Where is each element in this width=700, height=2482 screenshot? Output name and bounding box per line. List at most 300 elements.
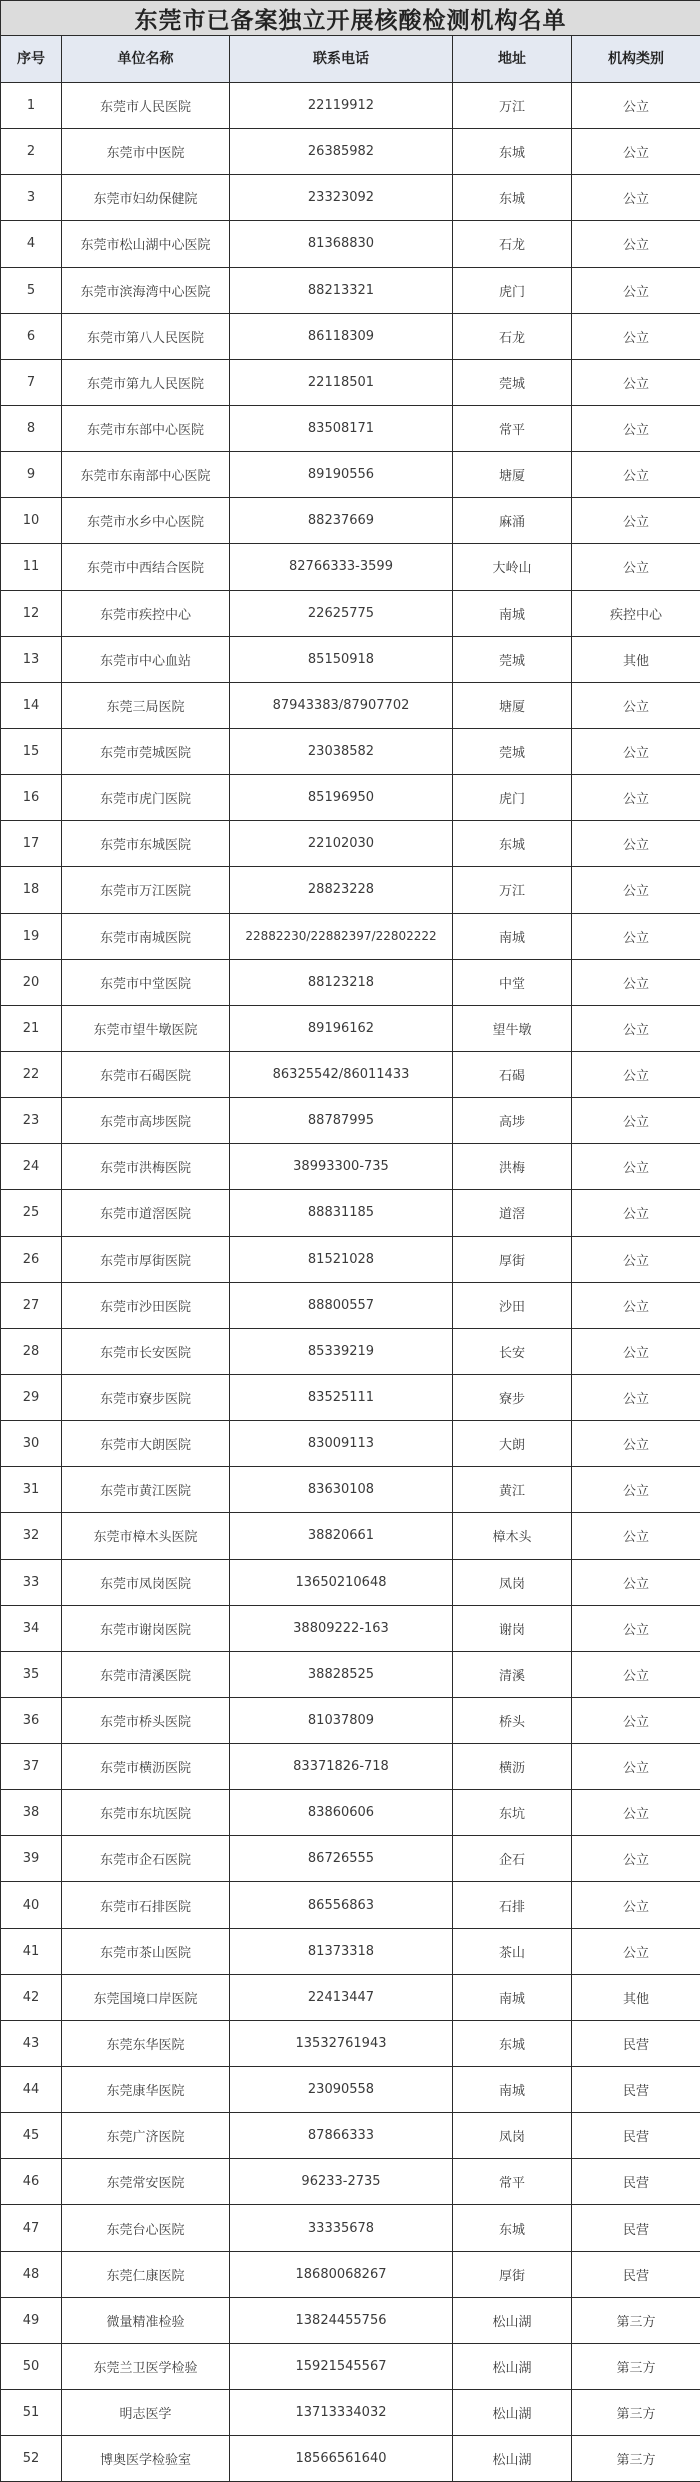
row-address-cell: 东城 <box>453 175 572 221</box>
row-address-cell: 石碣 <box>453 1051 572 1097</box>
row-phone-cell: 88800557 <box>230 1282 453 1328</box>
row-name-cell: 东莞市厚街医院 <box>62 1236 230 1282</box>
header-phone: 联系电话 <box>230 36 453 83</box>
row-phone-cell: 81521028 <box>230 1236 453 1282</box>
row-index-cell: 10 <box>1 498 62 544</box>
row-phone-cell: 86726555 <box>230 1836 453 1882</box>
table-row <box>1 83 700 129</box>
row-category-cell: 公立 <box>572 1236 700 1282</box>
row-category-cell: 公立 <box>572 1928 700 1974</box>
row-phone-cell: 82766333-3599 <box>230 544 453 590</box>
table-row <box>1 2251 700 2297</box>
row-index-cell: 41 <box>1 1928 62 1974</box>
row-category-cell: 其他 <box>572 636 700 682</box>
row-phone-cell: 22625775 <box>230 590 453 636</box>
row-address-cell: 石龙 <box>453 221 572 267</box>
row-phone-cell: 22882230/22882397/22802222 <box>230 913 453 959</box>
header-category: 机构类别 <box>572 36 700 83</box>
row-category-cell: 公立 <box>572 221 700 267</box>
table-row <box>1 2020 700 2066</box>
row-address-cell: 茶山 <box>453 1928 572 1974</box>
row-name-cell: 东莞市中医院 <box>62 129 230 175</box>
row-index-cell: 30 <box>1 1421 62 1467</box>
row-category-cell: 公立 <box>572 498 700 544</box>
row-address-cell: 东城 <box>453 129 572 175</box>
table-row <box>1 1697 700 1743</box>
row-phone-cell: 23038582 <box>230 728 453 774</box>
row-address-cell: 莞城 <box>453 359 572 405</box>
row-name-cell: 东莞市东南部中心医院 <box>62 452 230 498</box>
row-address-cell: 大岭山 <box>453 544 572 590</box>
row-address-cell: 谢岗 <box>453 1605 572 1651</box>
row-category-cell: 第三方 <box>572 2436 700 2482</box>
row-name-cell: 东莞市谢岗医院 <box>62 1605 230 1651</box>
row-phone-cell: 86556863 <box>230 1882 453 1928</box>
row-category-cell: 第三方 <box>572 2297 700 2343</box>
row-name-cell: 明志医学 <box>62 2390 230 2436</box>
table-row <box>1 313 700 359</box>
table-row <box>1 2159 700 2205</box>
table-row <box>1 590 700 636</box>
row-name-cell: 东莞市大朗医院 <box>62 1421 230 1467</box>
table-row <box>1 1974 700 2020</box>
row-address-cell: 高埗 <box>453 1098 572 1144</box>
row-address-cell: 松山湖 <box>453 2390 572 2436</box>
row-phone-cell: 38809222-163 <box>230 1605 453 1651</box>
row-phone-cell: 81368830 <box>230 221 453 267</box>
table-row <box>1 1421 700 1467</box>
row-address-cell: 横沥 <box>453 1744 572 1790</box>
row-address-cell: 麻涌 <box>453 498 572 544</box>
row-name-cell: 东莞康华医院 <box>62 2067 230 2113</box>
row-name-cell: 东莞市中堂医院 <box>62 959 230 1005</box>
row-address-cell: 大朗 <box>453 1421 572 1467</box>
row-name-cell: 东莞市石碣医院 <box>62 1051 230 1097</box>
row-category-cell: 公立 <box>572 1605 700 1651</box>
row-address-cell: 凤岗 <box>453 1559 572 1605</box>
table-row <box>1 775 700 821</box>
row-index-cell: 34 <box>1 1605 62 1651</box>
row-index-cell: 20 <box>1 959 62 1005</box>
row-index-cell: 32 <box>1 1513 62 1559</box>
row-phone-cell: 18680068267 <box>230 2251 453 2297</box>
table-row <box>1 1282 700 1328</box>
row-address-cell: 虎门 <box>453 267 572 313</box>
row-index-cell: 21 <box>1 1005 62 1051</box>
table-row <box>1 728 700 774</box>
table-row <box>1 913 700 959</box>
row-address-cell: 樟木头 <box>453 1513 572 1559</box>
row-name-cell: 东莞市中西结合医院 <box>62 544 230 590</box>
row-index-cell: 26 <box>1 1236 62 1282</box>
row-phone-cell: 81373318 <box>230 1928 453 1974</box>
table-row <box>1 1236 700 1282</box>
row-category-cell: 公立 <box>572 1467 700 1513</box>
row-phone-cell: 85150918 <box>230 636 453 682</box>
row-address-cell: 企石 <box>453 1836 572 1882</box>
row-name-cell: 东莞市人民医院 <box>62 83 230 129</box>
row-index-cell: 24 <box>1 1144 62 1190</box>
row-category-cell: 公立 <box>572 1559 700 1605</box>
row-address-cell: 桥头 <box>453 1697 572 1743</box>
row-phone-cell: 83860606 <box>230 1790 453 1836</box>
row-phone-cell: 88787995 <box>230 1098 453 1144</box>
row-index-cell: 49 <box>1 2297 62 2343</box>
row-index-cell: 51 <box>1 2390 62 2436</box>
row-name-cell: 东莞市万江医院 <box>62 867 230 913</box>
row-index-cell: 29 <box>1 1374 62 1420</box>
row-phone-cell: 88123218 <box>230 959 453 1005</box>
row-category-cell: 其他 <box>572 1974 700 2020</box>
row-category-cell: 公立 <box>572 867 700 913</box>
row-name-cell: 东莞市樟木头医院 <box>62 1513 230 1559</box>
row-address-cell: 松山湖 <box>453 2436 572 2482</box>
row-index-cell: 22 <box>1 1051 62 1097</box>
row-category-cell: 公立 <box>572 1328 700 1374</box>
table-row <box>1 1513 700 1559</box>
row-phone-cell: 89190556 <box>230 452 453 498</box>
row-address-cell: 望牛墩 <box>453 1005 572 1051</box>
table-row <box>1 2343 700 2389</box>
row-index-cell: 27 <box>1 1282 62 1328</box>
row-index-cell: 19 <box>1 913 62 959</box>
table-row <box>1 1836 700 1882</box>
row-index-cell: 15 <box>1 728 62 774</box>
table-row <box>1 1882 700 1928</box>
row-category-cell: 公立 <box>572 1790 700 1836</box>
row-index-cell: 50 <box>1 2343 62 2389</box>
row-name-cell: 东莞市沙田医院 <box>62 1282 230 1328</box>
row-name-cell: 东莞市桥头医院 <box>62 1697 230 1743</box>
table-row <box>1 267 700 313</box>
row-category-cell: 公立 <box>572 682 700 728</box>
row-category-cell: 第三方 <box>572 2390 700 2436</box>
row-name-cell: 东莞市黄江医院 <box>62 1467 230 1513</box>
table-row <box>1 221 700 267</box>
row-phone-cell: 23323092 <box>230 175 453 221</box>
row-index-cell: 14 <box>1 682 62 728</box>
row-address-cell: 万江 <box>453 83 572 129</box>
row-phone-cell: 15921545567 <box>230 2343 453 2389</box>
row-phone-cell: 33335678 <box>230 2205 453 2251</box>
row-name-cell: 东莞市滨海湾中心医院 <box>62 267 230 313</box>
row-name-cell: 东莞仁康医院 <box>62 2251 230 2297</box>
row-index-cell: 47 <box>1 2205 62 2251</box>
row-category-cell: 疾控中心 <box>572 590 700 636</box>
row-index-cell: 31 <box>1 1467 62 1513</box>
row-phone-cell: 81037809 <box>230 1697 453 1743</box>
row-phone-cell: 23090558 <box>230 2067 453 2113</box>
table-row <box>1 1374 700 1420</box>
row-phone-cell: 13824455756 <box>230 2297 453 2343</box>
row-category-cell: 公立 <box>572 452 700 498</box>
row-address-cell: 南城 <box>453 590 572 636</box>
title-row <box>1 1 700 36</box>
row-phone-cell: 83525111 <box>230 1374 453 1420</box>
row-phone-cell: 87866333 <box>230 2113 453 2159</box>
row-name-cell: 东莞市水乡中心医院 <box>62 498 230 544</box>
row-index-cell: 33 <box>1 1559 62 1605</box>
header-index: 序号 <box>1 36 62 83</box>
row-name-cell: 东莞市中心血站 <box>62 636 230 682</box>
table-row <box>1 2205 700 2251</box>
row-phone-cell: 85339219 <box>230 1328 453 1374</box>
row-index-cell: 43 <box>1 2020 62 2066</box>
table-row <box>1 2067 700 2113</box>
row-category-cell: 公立 <box>572 1882 700 1928</box>
row-name-cell: 东莞市松山湖中心医院 <box>62 221 230 267</box>
row-category-cell: 公立 <box>572 1697 700 1743</box>
row-name-cell: 东莞市茶山医院 <box>62 1928 230 1974</box>
row-phone-cell: 22413447 <box>230 1974 453 2020</box>
row-phone-cell: 38820661 <box>230 1513 453 1559</box>
header-name: 单位名称 <box>62 36 230 83</box>
row-address-cell: 南城 <box>453 1974 572 2020</box>
row-name-cell: 东莞市莞城医院 <box>62 728 230 774</box>
row-category-cell: 公立 <box>572 1421 700 1467</box>
table-row <box>1 867 700 913</box>
row-category-cell: 公立 <box>572 959 700 1005</box>
table-row <box>1 1328 700 1374</box>
row-name-cell: 东莞市疾控中心 <box>62 590 230 636</box>
row-phone-cell: 83630108 <box>230 1467 453 1513</box>
row-index-cell: 39 <box>1 1836 62 1882</box>
row-address-cell: 道滘 <box>453 1190 572 1236</box>
row-phone-cell: 85196950 <box>230 775 453 821</box>
row-category-cell: 第三方 <box>572 2343 700 2389</box>
row-index-cell: 40 <box>1 1882 62 1928</box>
row-address-cell: 东城 <box>453 821 572 867</box>
row-category-cell: 公立 <box>572 313 700 359</box>
header-row <box>1 36 700 83</box>
row-index-cell: 4 <box>1 221 62 267</box>
row-index-cell: 16 <box>1 775 62 821</box>
row-name-cell: 东莞市虎门医院 <box>62 775 230 821</box>
row-index-cell: 48 <box>1 2251 62 2297</box>
row-index-cell: 36 <box>1 1697 62 1743</box>
row-name-cell: 东莞市洪梅医院 <box>62 1144 230 1190</box>
row-phone-cell: 88213321 <box>230 267 453 313</box>
row-index-cell: 6 <box>1 313 62 359</box>
table-row <box>1 498 700 544</box>
table-title: 东莞市已备案独立开展核酸检测机构名单 <box>1 1 700 36</box>
row-category-cell: 公立 <box>572 129 700 175</box>
row-phone-cell: 88237669 <box>230 498 453 544</box>
row-address-cell: 东城 <box>453 2020 572 2066</box>
row-address-cell: 南城 <box>453 2067 572 2113</box>
row-name-cell: 东莞广济医院 <box>62 2113 230 2159</box>
row-address-cell: 中堂 <box>453 959 572 1005</box>
table-row <box>1 682 700 728</box>
row-category-cell: 公立 <box>572 359 700 405</box>
table-row <box>1 1144 700 1190</box>
row-index-cell: 35 <box>1 1651 62 1697</box>
row-name-cell: 东莞市石排医院 <box>62 1882 230 1928</box>
row-name-cell: 微量精准检验 <box>62 2297 230 2343</box>
row-name-cell: 东莞市清溪医院 <box>62 1651 230 1697</box>
table-row <box>1 1005 700 1051</box>
row-name-cell: 东莞市凤岗医院 <box>62 1559 230 1605</box>
table-row <box>1 1651 700 1697</box>
row-phone-cell: 28823228 <box>230 867 453 913</box>
row-category-cell: 公立 <box>572 1051 700 1097</box>
row-address-cell: 东坑 <box>453 1790 572 1836</box>
row-name-cell: 博奥医学检验室 <box>62 2436 230 2482</box>
row-name-cell: 东莞市望牛墩医院 <box>62 1005 230 1051</box>
row-phone-cell: 83009113 <box>230 1421 453 1467</box>
row-phone-cell: 38993300-735 <box>230 1144 453 1190</box>
row-name-cell: 东莞市横沥医院 <box>62 1744 230 1790</box>
row-category-cell: 公立 <box>572 775 700 821</box>
row-phone-cell: 89196162 <box>230 1005 453 1051</box>
row-category-cell: 公立 <box>572 821 700 867</box>
row-name-cell: 东莞市东部中心医院 <box>62 405 230 451</box>
row-category-cell: 公立 <box>572 1744 700 1790</box>
table-row <box>1 959 700 1005</box>
row-index-cell: 7 <box>1 359 62 405</box>
row-index-cell: 8 <box>1 405 62 451</box>
table-row <box>1 821 700 867</box>
table-body <box>1 1 700 2482</box>
table-row <box>1 1744 700 1790</box>
row-address-cell: 虎门 <box>453 775 572 821</box>
row-name-cell: 东莞市长安医院 <box>62 1328 230 1374</box>
row-address-cell: 石龙 <box>453 313 572 359</box>
row-category-cell: 公立 <box>572 1836 700 1882</box>
table-row <box>1 405 700 451</box>
table-row <box>1 636 700 682</box>
row-index-cell: 5 <box>1 267 62 313</box>
row-category-cell: 公立 <box>572 1513 700 1559</box>
row-address-cell: 沙田 <box>453 1282 572 1328</box>
table-row <box>1 2113 700 2159</box>
row-address-cell: 莞城 <box>453 728 572 774</box>
row-phone-cell: 18566561640 <box>230 2436 453 2482</box>
row-index-cell: 25 <box>1 1190 62 1236</box>
table-row <box>1 1467 700 1513</box>
row-category-cell: 民营 <box>572 2205 700 2251</box>
row-category-cell: 公立 <box>572 267 700 313</box>
row-phone-cell: 22118501 <box>230 359 453 405</box>
row-category-cell: 公立 <box>572 1144 700 1190</box>
row-name-cell: 东莞市南城医院 <box>62 913 230 959</box>
row-index-cell: 12 <box>1 590 62 636</box>
row-name-cell: 东莞市高埗医院 <box>62 1098 230 1144</box>
header-address: 地址 <box>453 36 572 83</box>
row-category-cell: 公立 <box>572 728 700 774</box>
row-name-cell: 东莞台心医院 <box>62 2205 230 2251</box>
row-address-cell: 洪梅 <box>453 1144 572 1190</box>
row-name-cell: 东莞市东城医院 <box>62 821 230 867</box>
row-category-cell: 民营 <box>572 2067 700 2113</box>
row-address-cell: 常平 <box>453 2159 572 2205</box>
row-address-cell: 寮步 <box>453 1374 572 1420</box>
row-category-cell: 民营 <box>572 2113 700 2159</box>
table-row <box>1 359 700 405</box>
row-address-cell: 常平 <box>453 405 572 451</box>
row-name-cell: 东莞兰卫医学检验 <box>62 2343 230 2389</box>
row-name-cell: 东莞国境口岸医院 <box>62 1974 230 2020</box>
row-index-cell: 45 <box>1 2113 62 2159</box>
row-address-cell: 清溪 <box>453 1651 572 1697</box>
row-phone-cell: 38828525 <box>230 1651 453 1697</box>
row-index-cell: 44 <box>1 2067 62 2113</box>
row-category-cell: 公立 <box>572 913 700 959</box>
row-address-cell: 塘厦 <box>453 452 572 498</box>
row-index-cell: 13 <box>1 636 62 682</box>
row-name-cell: 东莞市寮步医院 <box>62 1374 230 1420</box>
row-category-cell: 公立 <box>572 1651 700 1697</box>
row-name-cell: 东莞市第九人民医院 <box>62 359 230 405</box>
row-name-cell: 东莞东华医院 <box>62 2020 230 2066</box>
row-category-cell: 公立 <box>572 175 700 221</box>
table-row <box>1 1605 700 1651</box>
row-category-cell: 公立 <box>572 83 700 129</box>
row-category-cell: 公立 <box>572 1005 700 1051</box>
row-phone-cell: 26385982 <box>230 129 453 175</box>
row-phone-cell: 83508171 <box>230 405 453 451</box>
row-name-cell: 东莞市企石医院 <box>62 1836 230 1882</box>
table-row <box>1 1098 700 1144</box>
row-index-cell: 9 <box>1 452 62 498</box>
row-phone-cell: 13713334032 <box>230 2390 453 2436</box>
row-address-cell: 南城 <box>453 913 572 959</box>
row-phone-cell: 88831185 <box>230 1190 453 1236</box>
row-index-cell: 37 <box>1 1744 62 1790</box>
row-address-cell: 长安 <box>453 1328 572 1374</box>
table-row <box>1 2297 700 2343</box>
table-row <box>1 129 700 175</box>
row-index-cell: 2 <box>1 129 62 175</box>
row-address-cell: 万江 <box>453 867 572 913</box>
table-row <box>1 2390 700 2436</box>
row-index-cell: 11 <box>1 544 62 590</box>
row-address-cell: 凤岗 <box>453 2113 572 2159</box>
row-category-cell: 民营 <box>572 2159 700 2205</box>
row-index-cell: 46 <box>1 2159 62 2205</box>
row-address-cell: 东城 <box>453 2205 572 2251</box>
row-address-cell: 莞城 <box>453 636 572 682</box>
row-category-cell: 民营 <box>572 2251 700 2297</box>
row-index-cell: 17 <box>1 821 62 867</box>
row-phone-cell: 83371826-718 <box>230 1744 453 1790</box>
row-name-cell: 东莞市东坑医院 <box>62 1790 230 1836</box>
table-row <box>1 1559 700 1605</box>
table-row <box>1 544 700 590</box>
row-address-cell: 厚街 <box>453 2251 572 2297</box>
row-phone-cell: 22102030 <box>230 821 453 867</box>
row-index-cell: 3 <box>1 175 62 221</box>
row-index-cell: 42 <box>1 1974 62 2020</box>
row-address-cell: 厚街 <box>453 1236 572 1282</box>
row-category-cell: 民营 <box>572 2020 700 2066</box>
table-row <box>1 452 700 498</box>
row-address-cell: 黄江 <box>453 1467 572 1513</box>
row-category-cell: 公立 <box>572 405 700 451</box>
row-index-cell: 1 <box>1 83 62 129</box>
row-category-cell: 公立 <box>572 1098 700 1144</box>
row-category-cell: 公立 <box>572 1374 700 1420</box>
row-name-cell: 东莞三局医院 <box>62 682 230 728</box>
row-index-cell: 23 <box>1 1098 62 1144</box>
row-name-cell: 东莞常安医院 <box>62 2159 230 2205</box>
table-row <box>1 1190 700 1236</box>
row-index-cell: 38 <box>1 1790 62 1836</box>
row-category-cell: 公立 <box>572 1190 700 1236</box>
row-phone-cell: 22119912 <box>230 83 453 129</box>
row-address-cell: 松山湖 <box>453 2343 572 2389</box>
table-row <box>1 1790 700 1836</box>
